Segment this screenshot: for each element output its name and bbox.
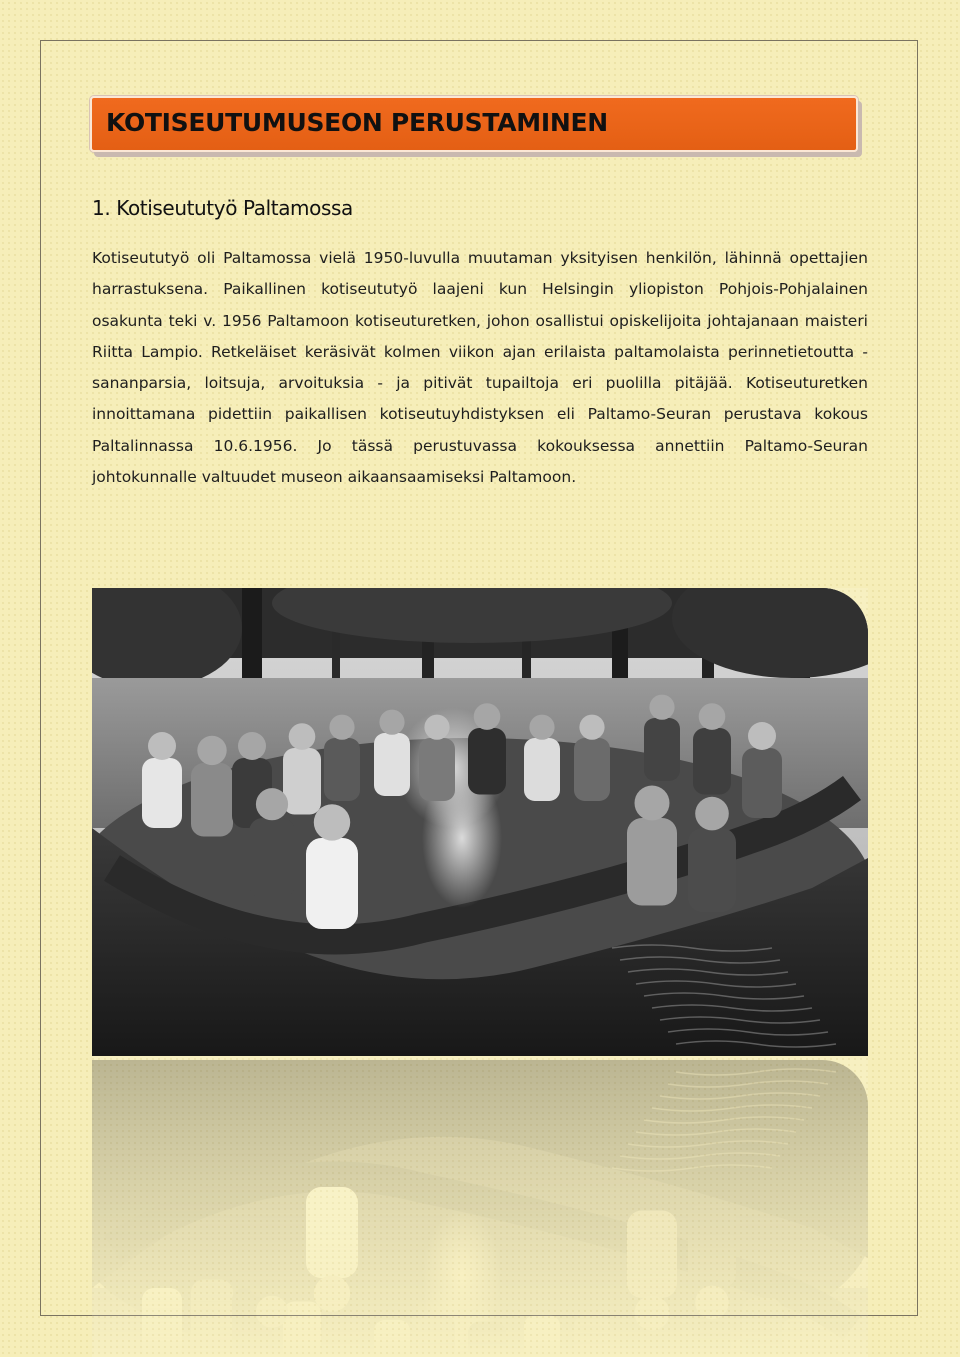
person-figure — [524, 1315, 560, 1357]
person-figure — [374, 1320, 410, 1357]
page-title: KOTISEUTUMUSEON PERUSTAMINEN — [106, 108, 608, 137]
photo-area — [92, 588, 868, 1357]
campfire-photo — [92, 588, 868, 1056]
person-figure — [191, 1280, 233, 1357]
person-figure — [693, 1322, 731, 1357]
person-figure — [142, 1288, 182, 1357]
person-figure — [283, 1302, 321, 1357]
photo-reflection — [92, 1060, 868, 1357]
body-paragraph: Kotiseututyö oli Paltamossa vielä 1950-luvulla muutaman yksityisen henkilön, lähinnä opettajien harrastuksena. Paikallinen kotiseututyö laajeni kun Helsingin yliopiston Pohjois-Pohjalainen osakunta teki v. 1956 Paltamoon kotiseuturetken, johon osallistui opiskelijoita johtajanaan maisteri Riitta Lampio. Retkeläiset keräsivät kolmen viikon ajan erilaista paltamolaista perinnetietoutta - sananparsia, loitsuja, arvoituksia - ja pitivät tupailtoja eri puolilla pitäjää. Kotiseuturetken innoittamana pidettiin paikallisen kotiseutuyhdistyksen eli Paltamo-Seuran perustava kokous Paltalinnassa 10.6.1956. Jo tässä perustuvassa kokouksessa annettiin Paltamo-Seuran johtokunnalle valtuudet museon aikaansaamiseksi Paltamoon. — [92, 249, 868, 487]
person-figure — [644, 1335, 680, 1357]
person-figure — [742, 1298, 782, 1357]
person-figure — [419, 1315, 455, 1357]
section-heading: 1. Kotiseututyö Paltamossa — [92, 196, 353, 220]
person-figure — [468, 1322, 506, 1357]
title-banner — [90, 96, 858, 152]
person-figure — [574, 1315, 610, 1357]
person-figure — [324, 1315, 360, 1357]
